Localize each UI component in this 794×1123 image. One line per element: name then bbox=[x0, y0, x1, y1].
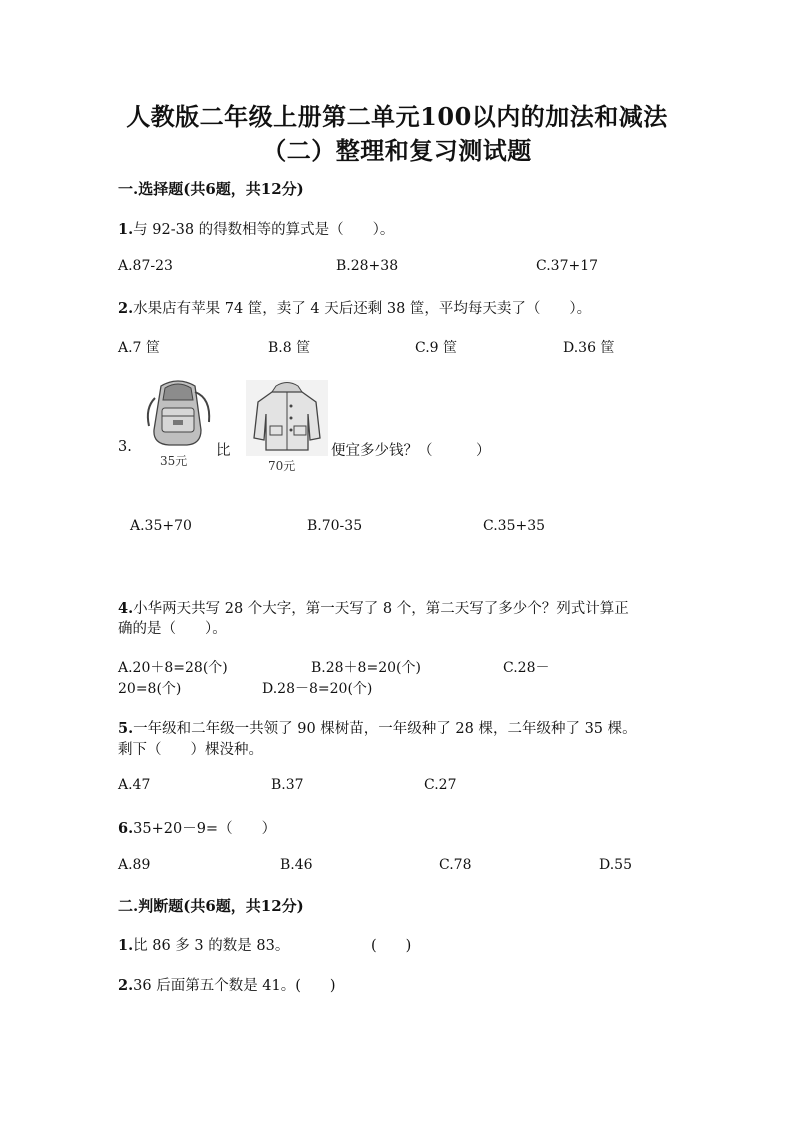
question-number: 1. bbox=[118, 937, 134, 954]
q4-option-c-continued: 20=8(个) bbox=[118, 681, 182, 697]
page-title-line1: 人教版二年级上册第二单元100以内的加法和减法 bbox=[126, 102, 668, 131]
q3-compare-word: 比 bbox=[216, 443, 231, 459]
backpack-icon bbox=[143, 378, 213, 450]
page-title-line2: （二）整理和复习测试题 bbox=[262, 136, 532, 165]
question-1 bbox=[118, 218, 394, 239]
question-number: 6. bbox=[118, 820, 134, 837]
q3-option-b[interactable]: B.70-35 bbox=[307, 518, 363, 534]
question-text: 水果店有苹果 74 筐，卖了 4 天后还剩 38 筐，平均每天卖了（ ）。 bbox=[133, 301, 592, 317]
question-number: 4. bbox=[118, 600, 134, 617]
question-text: 比 86 多 3 的数是 83。 bbox=[133, 938, 290, 954]
question-2 bbox=[118, 297, 591, 318]
question-text: 35+20－9=（ ） bbox=[133, 821, 277, 837]
q4-option-c[interactable]: C.28－ bbox=[503, 660, 550, 676]
q6-option-d[interactable]: D.55 bbox=[599, 857, 632, 873]
q6-option-b[interactable]: B.46 bbox=[280, 857, 313, 873]
question-text: 一年级和二年级一共领了 90 棵树苗，一年级种了 28 棵，二年级种了 35 棵。 bbox=[133, 721, 637, 737]
q2-option-a[interactable]: A.7 筐 bbox=[118, 340, 160, 356]
q1-option-b[interactable]: B.28+38 bbox=[336, 258, 399, 274]
q5-option-a[interactable]: A.47 bbox=[118, 777, 151, 793]
judgment-2 bbox=[118, 974, 336, 995]
q6-option-c[interactable]: C.78 bbox=[439, 857, 472, 873]
question-number: 1. bbox=[118, 221, 134, 238]
question-5-line2: 剩下（ ）棵没种。 bbox=[118, 742, 263, 758]
question-number: 2. bbox=[118, 977, 134, 994]
q1-option-a[interactable]: A.87-23 bbox=[118, 258, 173, 274]
question-4 bbox=[118, 597, 629, 618]
question-4-line2: 确的是（ ）。 bbox=[118, 621, 227, 637]
question-text: 小华两天共写 28 个大字，第一天写了 8 个，第二天写了多少个？列式计算正 bbox=[133, 601, 629, 617]
question-number: 2. bbox=[118, 300, 134, 317]
q2-option-b[interactable]: B.8 筐 bbox=[268, 340, 311, 356]
q4-option-d[interactable]: D.28－8=20(个) bbox=[262, 681, 373, 697]
jacket-icon bbox=[246, 380, 328, 456]
question-number: 5. bbox=[118, 720, 134, 737]
q5-option-b[interactable]: B.37 bbox=[271, 777, 304, 793]
q3-number: 3. bbox=[118, 439, 132, 455]
q3-text: 便宜多少钱？（ ） bbox=[331, 443, 491, 459]
q2-option-c[interactable]: C.9 筐 bbox=[415, 340, 458, 356]
q2-option-d[interactable]: D.36 筐 bbox=[563, 340, 615, 356]
q6-option-a[interactable]: A.89 bbox=[118, 857, 151, 873]
backpack-price: 35元 bbox=[160, 454, 188, 468]
question-6 bbox=[118, 817, 276, 838]
q3-option-c[interactable]: C.35+35 bbox=[483, 518, 546, 534]
q3-option-a[interactable]: A.35+70 bbox=[130, 518, 192, 534]
q4-option-a[interactable]: A.20＋8=28(个) bbox=[118, 660, 228, 676]
question-text: 与 92-38 的得数相等的算式是（ ）。 bbox=[133, 222, 395, 238]
question-text: 36 后面第五个数是 41。( ) bbox=[133, 978, 336, 994]
section-heading-judgment: 二.判断题(共6题，共12分) bbox=[118, 897, 304, 915]
section-heading-choice: 一.选择题(共6题，共12分) bbox=[118, 180, 304, 198]
question-5 bbox=[118, 717, 637, 738]
jacket-price: 70元 bbox=[268, 459, 296, 473]
q4-option-b[interactable]: B.28＋8=20(个) bbox=[311, 660, 421, 676]
judgment-1 bbox=[118, 934, 289, 955]
q1-option-c[interactable]: C.37+17 bbox=[536, 258, 599, 274]
q5-option-c[interactable]: C.27 bbox=[424, 777, 457, 793]
judgment-1-answer-blank[interactable]: ( ) bbox=[371, 938, 412, 954]
